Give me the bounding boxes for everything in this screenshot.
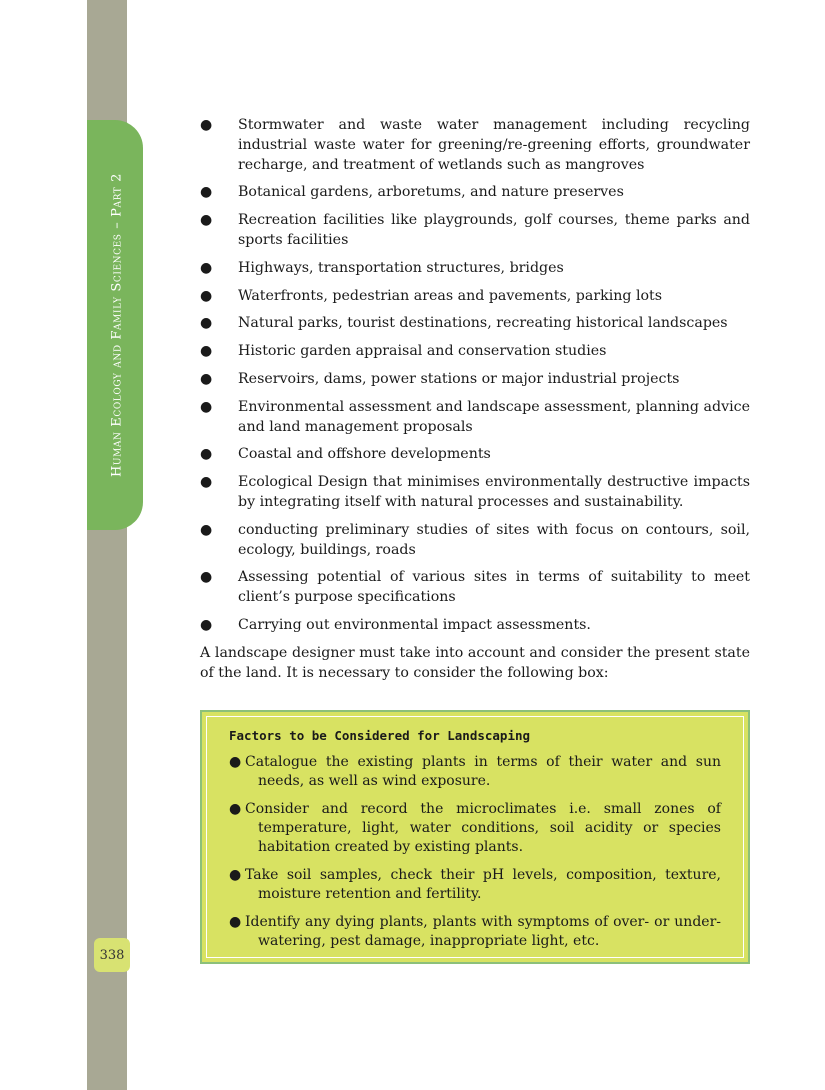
bullet-icon: ● [229,867,242,883]
body-paragraph: A landscape designer must take into account and consider the present state of the land. It is necessary to consider the following box: [200,644,750,681]
list-item-text: Waterfronts, pedestrian areas and pavements, parking lots [238,287,663,304]
box-list-item [229,866,721,904]
box-title: Factors to be Considered for Landscaping [229,728,531,743]
list-item-text: Ecological Design that minimises environmentally destructive impacts by integrating itself with natural processes and sustainability. [238,474,750,510]
list-item-text: Carrying out environmental impact assessments. [238,616,591,633]
list-item-text: Environmental assessment and landscape assessment, planning advice and land management proposals [238,398,750,435]
list-item [200,568,750,608]
bullet-icon: ● [229,754,242,770]
bullet-icon: ● [200,370,213,387]
bullet-icon: ● [200,474,213,491]
list-item-text: Botanical gardens, arboretums, and nature preserves [238,184,624,201]
running-head: Human Ecology and Family Sciences – Part 2 [109,173,125,477]
list-item-text: conducting preliminary studies of sites with focus on contours, soil, ecology, buildings, roads [238,521,750,558]
list-item-text: Natural parks, tourist destinations, recreating historical landscapes [238,315,728,332]
main-content [200,116,750,683]
list-item [200,287,750,307]
list-item [200,314,750,334]
list-item-text: Recreation facilities like playgrounds, golf courses, theme parks and sports facilities [238,212,750,248]
bullet-icon: ● [200,521,213,538]
bullet-icon: ● [200,184,213,201]
list-item [200,183,750,203]
page-number: 338 [94,938,130,972]
factors-box [200,710,750,964]
list-item [200,398,750,438]
bullet-icon: ● [229,914,242,930]
list-item-text: Historic garden appraisal and conservation studies [238,343,607,360]
list-item [200,211,750,251]
list-item-text: Coastal and offshore developments [238,446,491,463]
factors-box-inner [206,716,744,958]
list-item [200,521,750,561]
bullet-icon: ● [200,398,213,415]
bullet-icon: ● [200,287,213,304]
box-list-item [229,753,721,791]
box-item-text: Identify any dying plants, plants with symptoms of over- or under-watering, pest damage, inappropriate light, etc. [245,914,721,949]
main-bullet-list [200,116,750,636]
bullet-icon: ● [200,569,213,586]
list-item-text: Reservoirs, dams, power stations or major industrial projects [238,370,680,387]
bullet-icon: ● [200,259,213,276]
list-item [200,259,750,279]
list-item-text: Highways, transportation structures, bridges [238,259,564,276]
list-item [200,445,750,465]
bullet-icon: ● [200,343,213,360]
box-item-text: Catalogue the existing plants in terms of their water and sun needs, as well as wind exposure. [245,754,721,789]
box-list-item [229,800,721,857]
list-item [200,116,750,175]
bullet-icon: ● [200,212,213,229]
list-item [200,473,750,513]
bullet-icon: ● [200,117,213,133]
list-item-text: Stormwater and waste water management including recycling industrial waste water for greening/re-greening efforts, groundwater recharge, and treatment of wetlands such as mangroves [238,117,750,173]
box-item-text: Take soil samples, check their pH levels, composition, texture, moisture retention and fertility. [245,867,721,902]
bullet-icon: ● [200,446,213,463]
box-bullet-list [229,753,721,951]
box-list-item [229,913,721,951]
list-item [200,342,750,362]
list-item-text: Assessing potential of various sites in terms of suitability to meet client’s purpose specifications [238,569,750,606]
list-item [200,616,750,636]
box-item-text: Consider and record the microclimates i.e. small zones of temperature, light, water conditions, soil acidity or species habitation created by existing plants. [245,801,721,855]
list-item [200,370,750,390]
bullet-icon: ● [200,315,213,332]
bullet-icon: ● [200,616,213,633]
bullet-icon: ● [229,801,242,817]
